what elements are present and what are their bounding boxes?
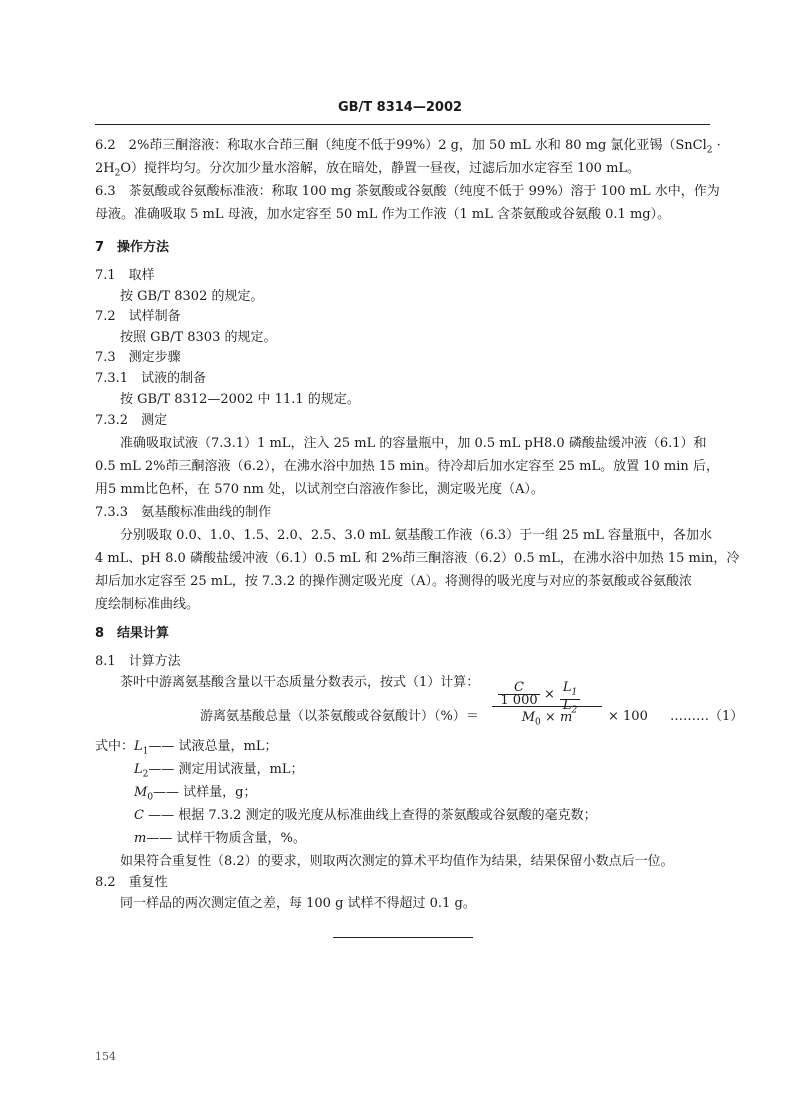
- clause-7-3-3-title: 7.3.3 氨基酸标准曲线的制作: [95, 505, 272, 520]
- page-number: 154: [95, 1050, 116, 1063]
- where-line-l2: $L_2——$ 测定用试液量，mL；: [134, 762, 304, 780]
- running-header: GB/T 8314—2002: [337, 100, 463, 115]
- clause-7-2-body: 按照 GB/T 8303 的规定。: [120, 330, 277, 345]
- clause-7-3-title: 7.3 测定步骤: [95, 350, 181, 365]
- header-rule: [95, 124, 710, 125]
- formula-c-over-1000: C 1 000: [498, 682, 540, 707]
- formula-times-1: ×: [544, 687, 555, 702]
- clause-8-2-body: 同一样品的两次测定值之差，每 100 g 试样不得超过 0.1 g。: [120, 896, 476, 911]
- clause-7-3-3-line1: 分别吸取 0.0、1.0、1.5、2.0、2.5、3.0 mL 氨基酸工作液（6.3）于一组 25 mL 容量瓶中，各加水: [120, 528, 712, 543]
- clause-7-3-3-line3: 却后加水定容至 25 mL，按 7.3.2 的操作测定吸光度（A）。将测得的吸光度与对应的茶氨酸或谷氨酸浓: [95, 574, 692, 589]
- clause-7-2-title: 7.2 试样制备: [95, 309, 181, 324]
- clause-6-2-line2: $2H_2O$）搅拌均匀。分次加少量水溶解，放在暗处，静置一昼夜，过滤后加水定容至 100 mL。: [95, 161, 641, 179]
- clause-8-1-intro: 茶叶中游离氨基酸含量以干态质量分数表示，按式（1）计算：: [120, 675, 480, 690]
- formula-denominator: $M_0 \times m$: [521, 710, 573, 728]
- formula-l1-over-l2: $L_1$ $L_2$: [560, 682, 580, 716]
- formula-equation-number: ………（1）: [670, 709, 744, 724]
- formula-lhs: 游离氨基酸总量（以茶氨酸或谷氨酸计）（%）＝: [200, 709, 479, 724]
- clause-7-3-3-line2: 4 mL、pH 8.0 磷酸盐缓冲液（6.1）0.5 mL 和 2%茚三酮溶液（6.2）0.5 mL，在沸水浴中加热 15 min，冷: [95, 551, 740, 566]
- clause-6-2-line1: 6.2 2%茚三酮溶液：称取水合茚三酮（纯度不低于99%）2 g，加 50 mL 水和 80 mg 氯化亚锡（SnCl$_2$ ·: [95, 138, 721, 156]
- section-8-title: 8 结果计算: [95, 626, 170, 641]
- clause-7-3-1-body: 按 GB/T 8312—2002 中 11.1 的规定。: [120, 392, 360, 407]
- clause-7-3-3-line4: 度绘制标准曲线。: [95, 597, 200, 612]
- clause-7-3-2-line3: 用5 mm比色杯，在 570 nm 处，以试剂空白溶液作参比，测定吸光度（A）。: [95, 482, 544, 497]
- clause-8-2-title: 8.2 重复性: [95, 875, 168, 890]
- clause-7-3-1-title: 7.3.1 试液的制备: [95, 371, 207, 386]
- where-line-m0: $M_0——$ 试样量，g；: [134, 785, 257, 803]
- clause-7-3-2-line2: 0.5 mL 2%茚三酮溶液（6.2），在沸水浴中加热 15 min。待冷却后加水定容至 25 mL。放置 10 min 后，: [95, 459, 719, 474]
- clause-6-3-line1: 6.3 茶氨酸或谷氨酸标准液：称取 100 mg 茶氨酸或谷氨酸（纯度不低于 99%）溶于 100 mL 水中，作为: [95, 184, 720, 199]
- section-7-title: 7 操作方法: [95, 240, 170, 255]
- clause-7-3-2-line1: 准确吸取试液（7.3.1）1 mL，注入 25 mL 的容量瓶中，加 0.5 mL pH8.0 磷酸盐缓冲液（6.1）和: [120, 436, 707, 451]
- end-rule: [333, 937, 473, 938]
- where-line-l1: 式中：$L_1——$ 试液总量，mL；: [95, 739, 278, 757]
- clause-6-3-line2: 母液。准确吸取 5 mL 母液，加水定容至 50 mL 作为工作液（1 mL 含茶氨酸或谷氨酸 0.1 mg）。: [95, 207, 671, 222]
- formula-numerator: [492, 680, 602, 716]
- clause-8-1-tail: 如果符合重复性（8.2）的要求，则取两次测定的算术平均值作为结果，结果保留小数点后一位。: [120, 854, 674, 869]
- clause-7-1-body: 按 GB/T 8302 的规定。: [120, 289, 264, 304]
- clause-7-3-2-title: 7.3.2 测定: [95, 413, 168, 428]
- where-line-m: m—— 试样干物质含量，%。: [134, 831, 306, 846]
- clause-7-1-title: 7.1 取样: [95, 268, 155, 283]
- clause-8-1-title: 8.1 计算方法: [95, 654, 181, 669]
- formula-times-100: × 100: [608, 709, 648, 724]
- where-line-c: C —— 根据 7.3.2 测定的吸光度从标准曲线上查得的茶氨酸或谷氨酸的毫克数；: [134, 808, 597, 823]
